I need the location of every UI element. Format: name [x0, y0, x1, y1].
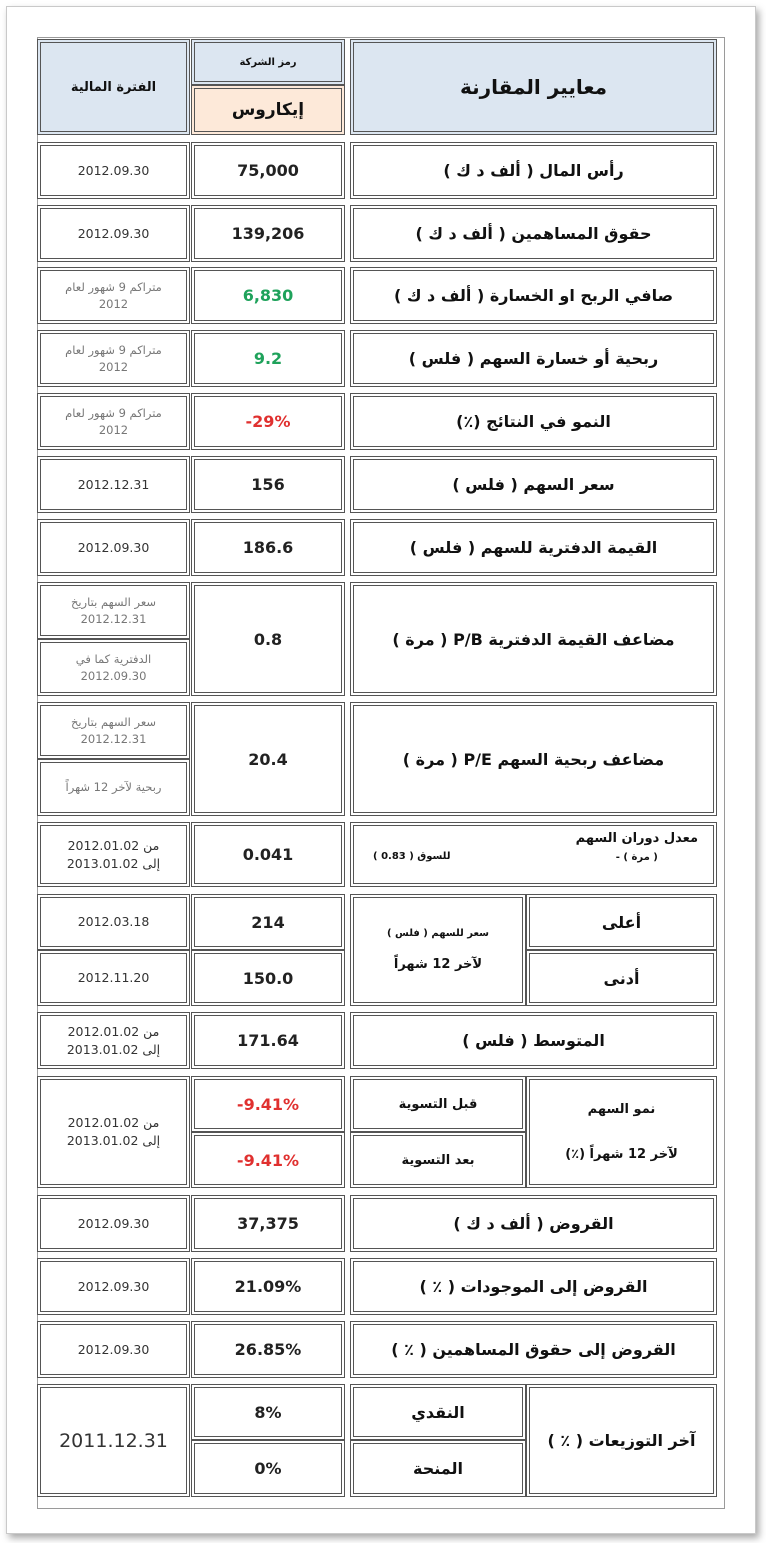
- net-profit-label: [350, 267, 717, 324]
- price-period-text: 2012.12.31: [77, 476, 150, 492]
- price-label: [350, 456, 717, 513]
- net-profit-period-text: متراكم 9 شهور لعام 2012: [65, 279, 162, 311]
- pe-label: [350, 702, 717, 816]
- average-value-text: 171.64: [237, 1031, 299, 1050]
- price-value-text: 156: [251, 475, 285, 494]
- header-symbol-label: رمز الشركة: [239, 56, 297, 68]
- loans-label: [350, 1195, 717, 1252]
- pe-value-text: 20.4: [248, 749, 288, 769]
- loans-value-text: 37,375: [237, 1214, 299, 1233]
- eps-label-text: ربحية أو خسارة السهم ( فلس ): [408, 349, 659, 368]
- equity-value: [191, 205, 345, 262]
- pe-period-earnings-text: ربحية لآخر 12 شهراً: [65, 780, 162, 794]
- capital-label: [350, 142, 717, 199]
- capital-period: [37, 142, 190, 199]
- low-label-text: أدنى: [603, 968, 640, 988]
- loans-equity-value-text: 26.85%: [234, 1340, 302, 1359]
- equity-label: [350, 205, 717, 262]
- pe-period-earnings: [37, 759, 190, 816]
- net-profit-value-text: 6,830: [242, 286, 294, 305]
- book-value-value: [191, 519, 345, 576]
- capital-value: [191, 142, 345, 199]
- dividends-period: [37, 1384, 190, 1497]
- loans-assets-period: [37, 1258, 190, 1315]
- high-label-text: أعلى: [601, 912, 642, 932]
- low-value-text: 150.0: [242, 968, 294, 988]
- header-criteria: [350, 39, 717, 135]
- loans-equity-label-text: القروض إلى حقوق المساهمين ( ٪ ): [391, 1340, 676, 1359]
- header-period-label: الفترة المالية: [70, 79, 157, 95]
- loans-assets-label-text: القروض إلى الموجودات ( ٪ ): [419, 1277, 648, 1296]
- header-period: [37, 39, 190, 135]
- low-date-text: 2012.11.20: [77, 970, 150, 985]
- eps-value: [191, 330, 345, 387]
- price-period: [37, 456, 190, 513]
- pb-period-book-text: الدفترية كما في 2012.09.30: [75, 651, 152, 683]
- share-growth-label-line2: لآخر 12 شهراً (٪): [565, 1147, 678, 1162]
- turnover-label: [350, 822, 717, 887]
- share-growth-before-value-text: -9.41%: [236, 1094, 300, 1114]
- book-value-label: [350, 519, 717, 576]
- loans-equity-value: [191, 1321, 345, 1378]
- pb-period-price-text: سعر السهم بتاريخ 2012.12.31: [70, 594, 157, 626]
- loans-period-text: 2012.09.30: [77, 1215, 150, 1231]
- loans-assets-value: [191, 1258, 345, 1315]
- loans-equity-label: [350, 1321, 717, 1378]
- loans-label-text: القروض ( ألف د ك ): [453, 1214, 614, 1233]
- turnover-label-line2: ( مرة ) -: [615, 852, 658, 863]
- low-date: [37, 950, 190, 1006]
- average-label: [350, 1012, 717, 1069]
- pb-period-price: [37, 582, 190, 639]
- header-criteria-label: معايير المقارنة: [459, 75, 608, 99]
- eps-label: [350, 330, 717, 387]
- average-period: [37, 1012, 190, 1069]
- share-growth-label: [526, 1076, 717, 1188]
- net-profit-period: [37, 267, 190, 324]
- turnover-value: [191, 822, 345, 887]
- equity-period-text: 2012.09.30: [77, 225, 150, 241]
- average-period-text: من 2012.01.02 إلى 2013.01.02: [66, 1023, 161, 1057]
- growth-period-text: متراكم 9 شهور لعام 2012: [65, 405, 162, 437]
- share-growth-before-value: [191, 1076, 345, 1132]
- header-company: [191, 85, 345, 135]
- equity-label-text: حقوق المساهمين ( ألف د ك ): [415, 224, 652, 243]
- turnover-period-text: من 2012.01.02 إلى 2013.01.02: [66, 837, 161, 871]
- high-date-text: 2012.03.18: [77, 914, 150, 929]
- pb-label: [350, 582, 717, 696]
- low-value: [191, 950, 345, 1006]
- dividends-bonus-label-text: المنحة: [413, 1459, 463, 1478]
- share-growth-after-label: [350, 1132, 526, 1188]
- eps-value-text: 9.2: [253, 349, 283, 368]
- loans-equity-period-text: 2012.09.30: [77, 1341, 150, 1357]
- high-date: [37, 894, 190, 950]
- equity-value-text: 139,206: [231, 224, 305, 243]
- high-value: [191, 894, 345, 950]
- dividends-cash-label-text: النقدي: [411, 1402, 465, 1422]
- pe-period-price-text: سعر السهم بتاريخ 2012.12.31: [70, 714, 157, 746]
- high-label: [526, 894, 717, 950]
- eps-period-text: متراكم 9 شهور لعام 2012: [65, 342, 162, 374]
- price-range-label-line1: سعر للسهم ( فلس ): [387, 928, 489, 939]
- net-profit-label-text: صافي الربح او الخسارة ( ألف د ك ): [393, 286, 674, 305]
- turnover-period: [37, 822, 190, 887]
- dividends-label: [526, 1384, 717, 1497]
- dividends-cash-value: [191, 1384, 345, 1440]
- share-growth-after-value-text: -9.41%: [236, 1150, 300, 1170]
- price-label-text: سعر السهم ( فلس ): [452, 475, 615, 494]
- share-growth-period-text: من 2012.01.02 إلى 2013.01.02: [66, 1115, 161, 1148]
- share-growth-after-value: [191, 1132, 345, 1188]
- book-value-period-text: 2012.09.30: [77, 539, 150, 555]
- price-range-label-line2: لآخر 12 شهراً: [393, 957, 483, 972]
- share-growth-after-label-text: بعد التسوية: [401, 1152, 475, 1168]
- dividends-bonus-label: [350, 1440, 526, 1497]
- dividends-bonus-value-text: 0%: [254, 1459, 282, 1478]
- turnover-market-label: للسوق ( 0.83 ): [373, 851, 451, 862]
- loans-period: [37, 1195, 190, 1252]
- book-value-period: [37, 519, 190, 576]
- capital-value-text: 75,000: [237, 161, 299, 180]
- turnover-label-line1: معدل دوران السهم: [575, 831, 698, 846]
- pb-value: [191, 582, 345, 696]
- growth-value: [191, 393, 345, 450]
- header-symbol: [191, 39, 345, 85]
- pe-label-text: مضاعف ربحية السهم P/E ( مرة ): [402, 749, 665, 769]
- pb-value-text: 0.8: [253, 629, 283, 649]
- low-label: [526, 950, 717, 1006]
- pe-value: [191, 702, 345, 816]
- eps-period: [37, 330, 190, 387]
- average-label-text: المتوسط ( فلس ): [462, 1031, 605, 1050]
- price-range-label: [350, 894, 526, 1006]
- high-value-text: 214: [251, 912, 285, 932]
- pb-period-book: [37, 639, 190, 696]
- dividends-bonus-value: [191, 1440, 345, 1497]
- share-growth-before-label: [350, 1076, 526, 1132]
- loans-assets-period-text: 2012.09.30: [77, 1278, 150, 1294]
- growth-value-text: -29%: [245, 412, 291, 431]
- loans-assets-label: [350, 1258, 717, 1315]
- growth-period: [37, 393, 190, 450]
- book-value-value-text: 186.6: [242, 538, 294, 557]
- equity-period: [37, 205, 190, 262]
- dividends-cash-label: [350, 1384, 526, 1440]
- share-growth-label-line1: نمو السهم: [587, 1102, 656, 1117]
- loans-value: [191, 1195, 345, 1252]
- loans-assets-value-text: 21.09%: [234, 1277, 302, 1296]
- header-company-name: إيكاروس: [231, 100, 305, 120]
- book-value-label-text: القيمة الدفترية للسهم ( فلس ): [409, 538, 658, 557]
- net-profit-value: [191, 267, 345, 324]
- average-value: [191, 1012, 345, 1069]
- pe-period-price: [37, 702, 190, 759]
- growth-label-text: النمو في النتائج (٪): [456, 412, 611, 431]
- growth-label: [350, 393, 717, 450]
- share-growth-period: [37, 1076, 190, 1188]
- dividends-period-text: 2011.12.31: [59, 1429, 168, 1452]
- share-growth-before-label-text: قبل التسوية: [398, 1096, 478, 1112]
- pb-label-text: مضاعف القيمة الدفترية P/B ( مرة ): [392, 629, 675, 649]
- dividends-cash-value-text: 8%: [254, 1402, 282, 1422]
- price-value: [191, 456, 345, 513]
- capital-label-text: رأس المال ( ألف د ك ): [443, 161, 624, 180]
- turnover-value-text: 0.041: [242, 845, 294, 864]
- loans-equity-period: [37, 1321, 190, 1378]
- capital-period-text: 2012.09.30: [77, 162, 150, 178]
- dividends-label-text: آخر التوزيعات ( ٪ ): [547, 1431, 696, 1450]
